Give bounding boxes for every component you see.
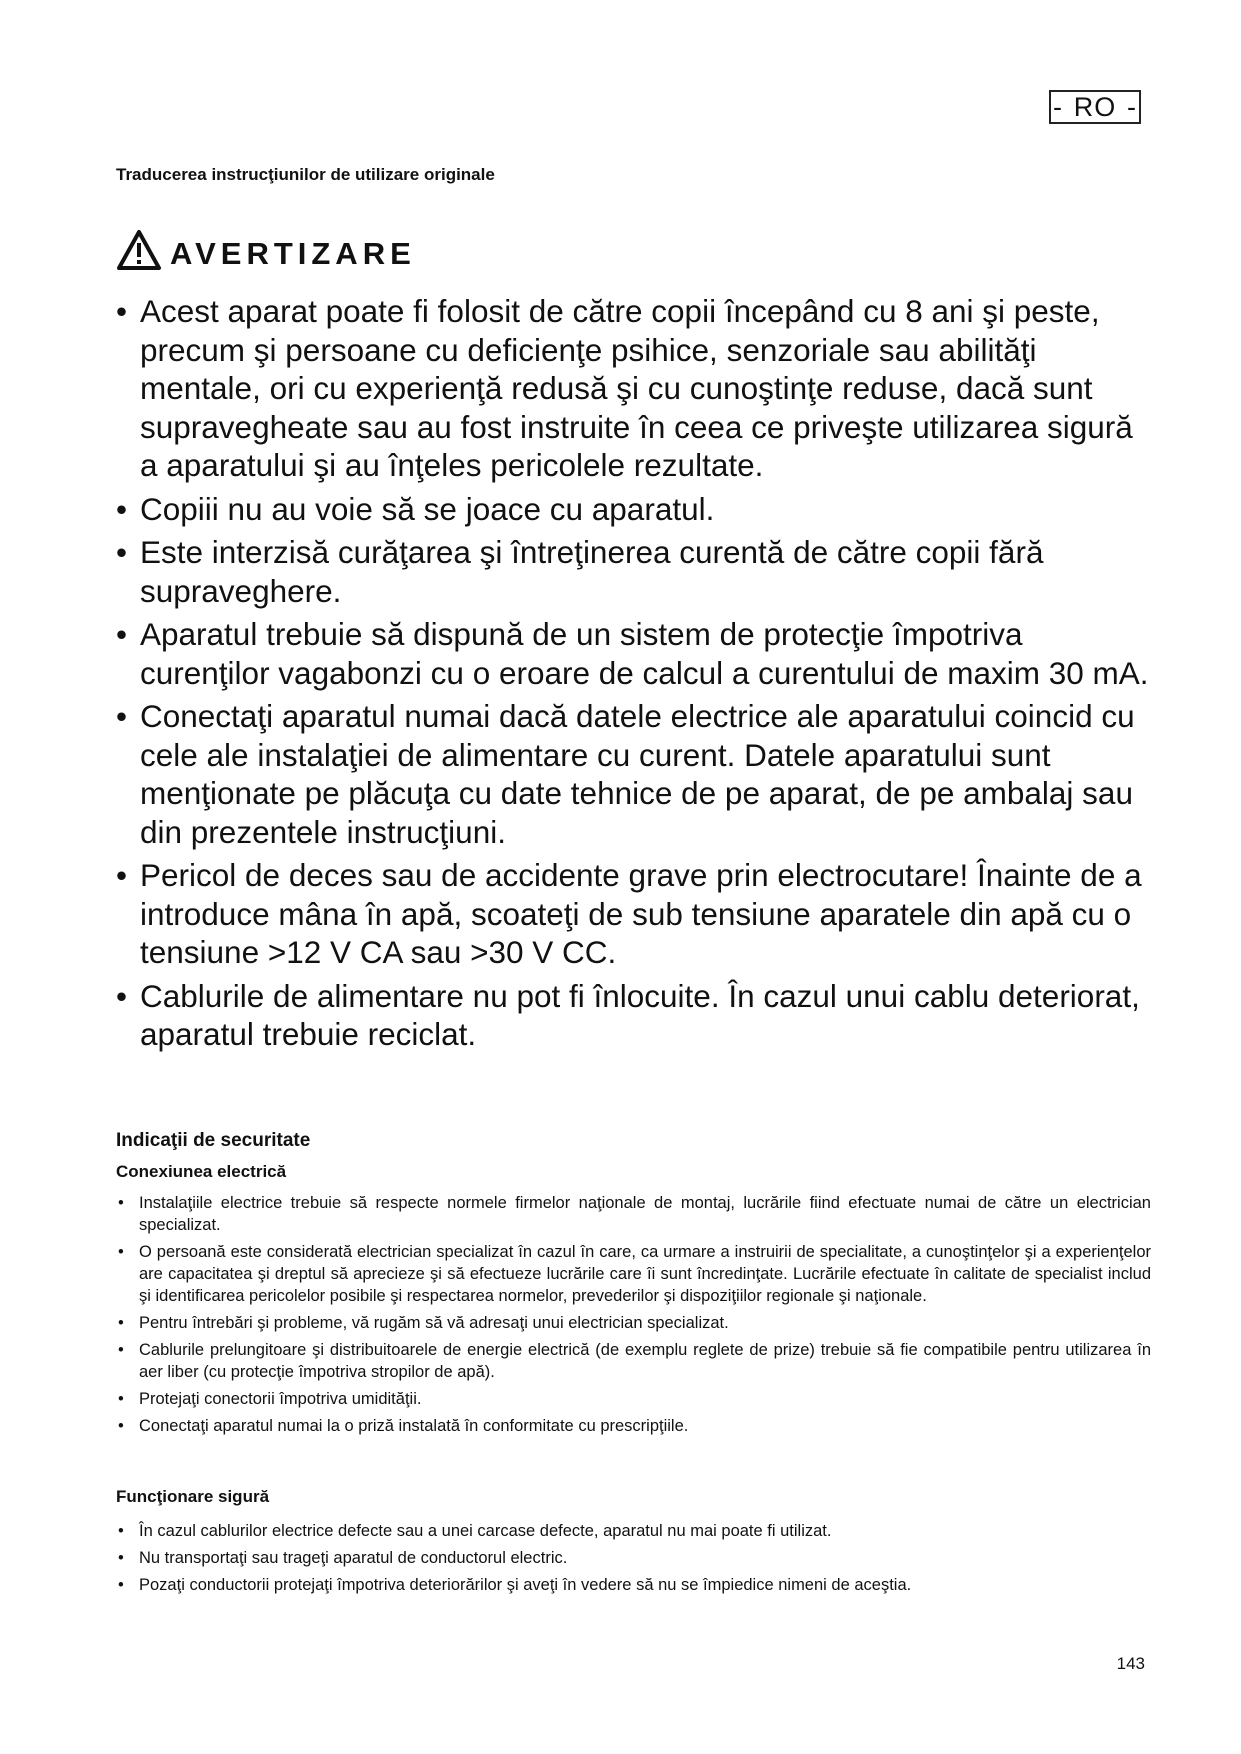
list-item: • Nu transportaţi sau trageţi aparatul de conductorul electric.	[116, 1547, 1151, 1569]
warning-header	[116, 228, 416, 272]
lang-dash-right: -	[1127, 92, 1137, 122]
lang-code: RO	[1073, 92, 1117, 122]
warning-item: • Este interzisă curăţarea şi întreţinerea curentă de către copii fără supraveghere.	[116, 533, 1151, 610]
electric-subsection-title: Conexiunea electrică	[116, 1162, 287, 1181]
warning-item: • Cablurile de alimentare nu pot fi înlocuite. În cazul unui cablu deteriorat, aparatul trebuie reciclat.	[116, 977, 1151, 1054]
warning-item: • Aparatul trebuie să dispună de un sistem de protecţie împotriva curenţilor vagabonzi cu o eroare de calcul a curentului de maxim 30 mA.	[116, 615, 1151, 692]
electric-list	[116, 1192, 1151, 1442]
list-item: • Pentru întrebări şi probleme, vă rugăm să vă adresaţi unui electrician specializat.	[116, 1312, 1151, 1334]
warning-item: • Acest aparat poate fi folosit de către copii începând cu 8 ani şi peste, precum şi persoane cu deficienţe psihice, senzoriale sau abilităţi mentale, ori cu experienţă redusă şi cu cunoştinţe reduse, dacă sunt supravegheate sau au fost instruite în ceea ce priveşte utilizarea sigură a aparatului şi au înţeles pericolele rezultate.	[116, 292, 1151, 485]
list-item: • Pozaţi conductorii protejaţi împotriva deteriorărilor şi aveţi în vedere să nu se împiedice nimeni de aceştia.	[116, 1574, 1151, 1596]
lang-dash-left: -	[1053, 92, 1063, 122]
list-item: • Instalaţiile electrice trebuie să respecte normele firmelor naţionale de montaj, lucrările fiind efectuate numai de către un electrician specializat.	[116, 1192, 1151, 1236]
operation-list	[116, 1520, 1151, 1601]
language-indicator	[1049, 90, 1141, 124]
warning-item: • Copiii nu au voie să se joace cu aparatul.	[116, 490, 1151, 529]
warning-item: • Pericol de deces sau de accidente grave prin electrocutare! Înainte de a introduce mâna în apă, scoateţi de sub tensiune aparatele din apă cu o tensiune >12 V CA sau >30 V CC.	[116, 856, 1151, 972]
list-item: • O persoană este considerată electrician specializat în cazul în care, ca urmare a instruirii de specialitate, a cunoştinţelor şi a experienţelor are capacitatea şi dreptul să aprecieze şi să efectueze lucrările care îi sunt încredinţate. Lucrările efectuate în calitate de specialist includ şi identificarea pericolelor posibile şi respectarea normelor, prevederilor şi dispoziţiilor regionale şi naţionale.	[116, 1241, 1151, 1307]
list-item: • Conectaţi aparatul numai la o priză instalată în conformitate cu prescripţiile.	[116, 1415, 1151, 1437]
document-title: Traducerea instrucţiunilor de utilizare originale	[116, 165, 495, 184]
warning-title: AVERTIZARE	[170, 236, 416, 271]
list-item: • În cazul cablurilor electrice defecte sau a unei carcase defecte, aparatul nu mai poate fi utilizat.	[116, 1520, 1151, 1542]
operation-subsection-title: Funcţionare sigură	[116, 1487, 270, 1506]
safety-section-title: Indicaţii de securitate	[116, 1130, 311, 1151]
list-item: • Protejaţi conectorii împotriva umidităţii.	[116, 1388, 1151, 1410]
warning-list	[116, 292, 1151, 1059]
list-item: • Cablurile prelungitoare şi distribuitoarele de energie electrică (de exemplu reglete de prize) trebuie să fie compatibile pentru utilizarea în aer liber (cu protecţie împotriva stropilor de apă).	[116, 1339, 1151, 1383]
page-number: 143	[1116, 1654, 1145, 1673]
warning-triangle-icon	[116, 229, 162, 271]
warning-item: • Conectaţi aparatul numai dacă datele electrice ale aparatului coincid cu cele ale instalaţiei de alimentare cu curent. Datele aparatului sunt menţionate pe plăcuţa cu date tehnice de pe aparat, de pe ambalaj sau din prezentele instrucţiuni.	[116, 697, 1151, 851]
